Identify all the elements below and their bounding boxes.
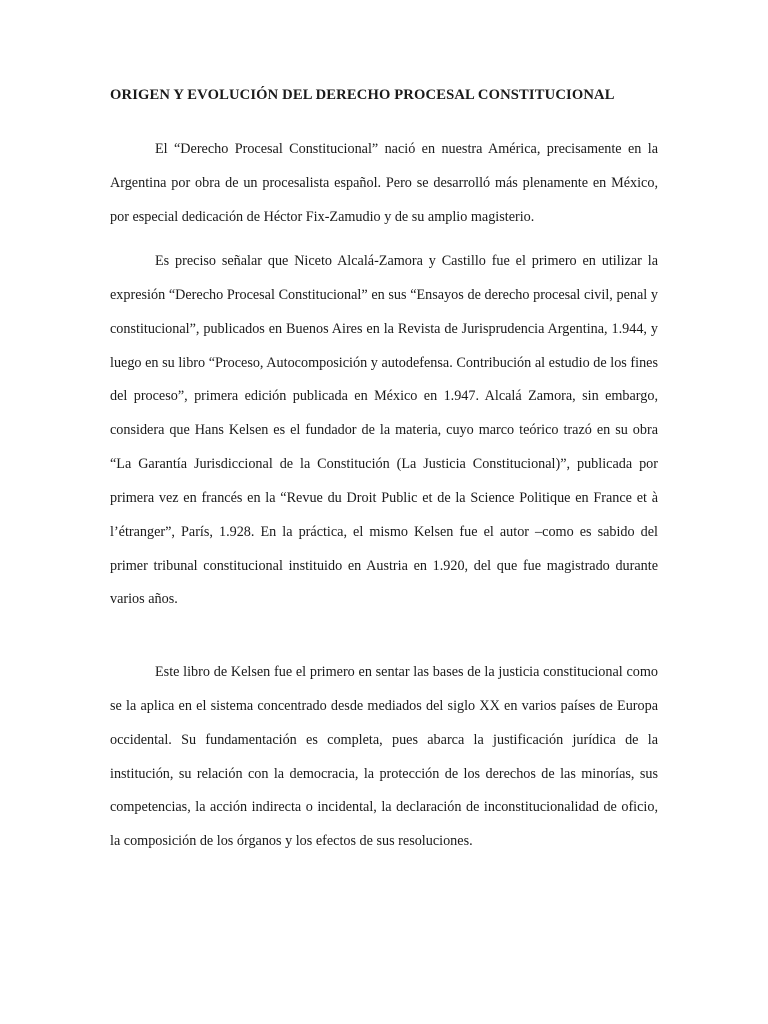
document-title: ORIGEN Y EVOLUCIÓN DEL DERECHO PROCESAL CONSTITUCIONAL bbox=[110, 87, 615, 103]
paragraph-3: Este libro de Kelsen fue el primero en sentar las bases de la justicia constitucional como se la aplica en el sistema concentrado desde mediados del siglo XX en varios países de Europa occidental. Su fundamentación es completa, pues abarca la justificación jurídica de la institución, su relación con la democracia, la protección de los derechos de las minorías, sus competencias, la acción indirecta o incidental, la declaración de inconstitucionalidad de oficio, la composición de los órganos y los efectos de sus resoluciones. bbox=[110, 664, 658, 850]
paragraph-1: El “Derecho Procesal Constitucional” nació en nuestra América, precisamente en la Argentina por obra de un procesalista español. Pero se desarrolló más plenamente en México, por especial dedicación de Héctor Fix-Zamudio y de su amplio magisterio. bbox=[110, 141, 658, 225]
paragraph-2: Es preciso señalar que Niceto Alcalá-Zamora y Castillo fue el primero en utilizar la expresión “Derecho Procesal Constitucional” en sus “Ensayos de derecho procesal civil, penal y constitucional”, publicados en Buenos Aires en la Revista de Jurisprudencia Argentina, 1.944, y luego en su libro “Proceso, Autocomposición y autodefensa. Contribución al estudio de los fines del proceso”, primera edición publicada en México en 1.947. Alcalá Zamora, sin embargo, considera que Hans Kelsen es el fundador de la materia, cuyo marco teórico trazó en su obra “La Garantía Jurisdiccional de la Constitución (La Justicia Constitucional)”, publicada por primera vez en francés en la “Revue du Droit Public et de la Science Politique en France et à l’étranger”, París, 1.928. En la práctica, el mismo Kelsen fue el autor –como es sabido del primer tribunal constitucional instituido en Austria en 1.920, del que fue magistrado durante varios años. bbox=[110, 253, 658, 608]
